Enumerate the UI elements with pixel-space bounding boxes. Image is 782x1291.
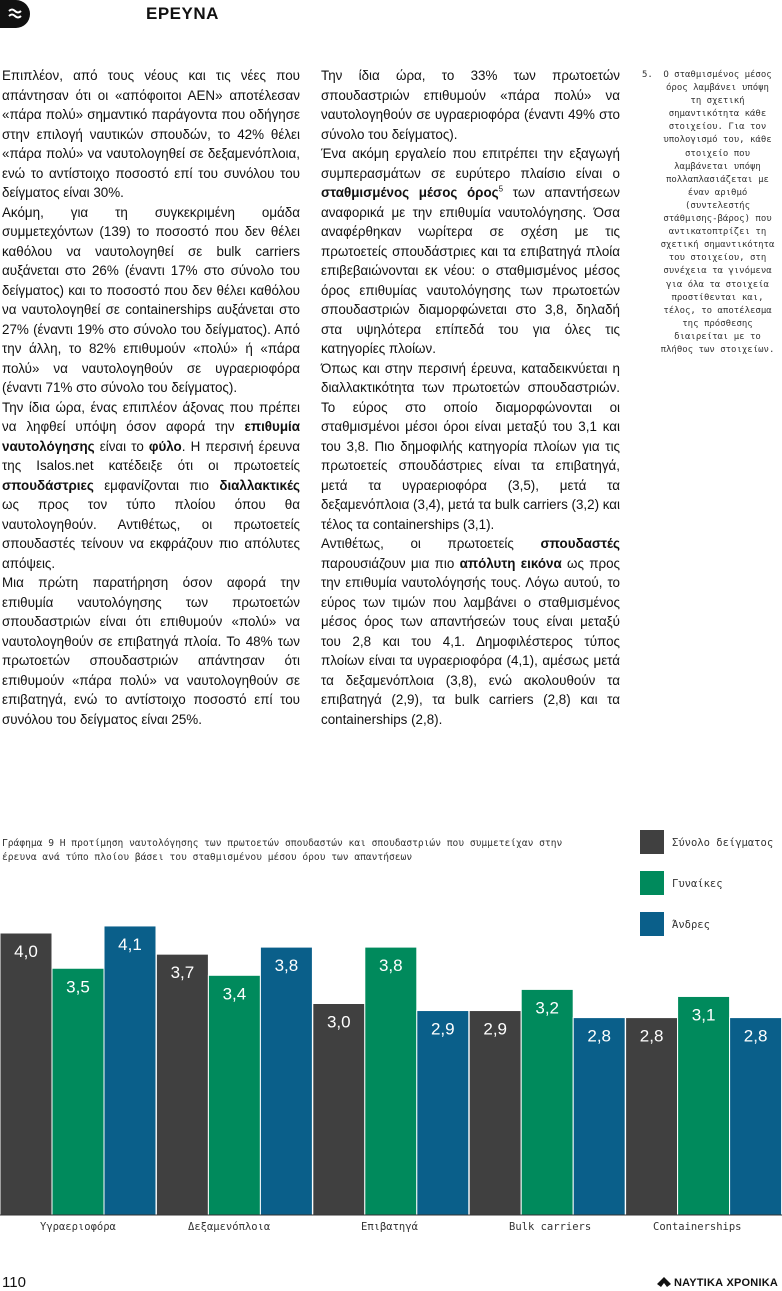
bar-value-label: 3,0 bbox=[326, 1012, 351, 1032]
bar bbox=[417, 1011, 469, 1215]
page-number: 110 bbox=[2, 1274, 26, 1291]
bar-value-label: 3,7 bbox=[170, 963, 195, 983]
bar bbox=[469, 1011, 521, 1215]
paragraph: Την ίδια ώρα, το 33% των πρωτοετών σπουδαστριών επιθυμούν «πάρα πολύ» να ναυτολογηθούν σε υγραεριοφόρα (έναντι 49% στο σύνολο του δείγματος). bbox=[321, 68, 620, 142]
bar-value-label: 2,8 bbox=[743, 1026, 768, 1046]
bar bbox=[521, 989, 573, 1215]
footnote-text: Ο σταθμισμένος μέσος όρος λαμβάνει υπόψη τη σχετική σημαντικότητα κάθε στοιχείου. Για τον υπολογισμό του, κάθε στοιχείο που λαμβάνεται υπόψη πολλαπλασιάζεται με έναν αριθμό (συντελεστής στάθμισης-βάρος) που αντικατοπτρίζει τη σχετική σημαντικότητα του στοιχείου, στη συνέχεια τα γινόμενα για όλα τα στοιχεία προστίθενται και, τέλος, το αποτέλεσμα της πρόσθεσης διαιρείται με το πλήθος των στοιχείων. bbox=[660, 70, 775, 355]
bar bbox=[52, 968, 104, 1215]
paragraph: Αντιθέτως, οι πρωτοετείς σπουδαστές παρουσιάζουν μια πιο απόλυτη εικόνα ως προς την επιθυμία ναυτολόγησής τους. Λόγω αυτού, το εύρος των τιμών που λαμβάνει ο σταθμισμένος μέσος όρος των απαντήσεών τους είναι μεταξύ του 2,8 και του 4,1. Δημοφιλέστερος τύπος πλοίων είναι τα υγραεριοφόρα (4,1), αμέσως μετά τα δεξαμενόπλοια (3,8), ενώ ακολουθούν τα επιβατηγά (2,9), τα bulk carriers (2,8) και τα containerships (2,8). bbox=[321, 536, 621, 727]
category-label: Υγραεριοφόρα bbox=[40, 1221, 116, 1233]
bar bbox=[208, 975, 260, 1215]
article-column-1 bbox=[2, 66, 300, 729]
footnote bbox=[642, 69, 777, 357]
bar-value-label: 3,2 bbox=[535, 998, 560, 1018]
legend-label: Άνδρες bbox=[672, 919, 710, 931]
bar-value-label: 3,1 bbox=[691, 1005, 716, 1025]
bar bbox=[626, 1018, 678, 1215]
bar-value-label: 4,0 bbox=[14, 942, 38, 961]
paragraph: Την ίδια ώρα, ένας επιπλέον άξονας που πρέπει να ληφθεί υπόψη όσον αφορά την επιθυμία ναυτολόγησης είναι το φύλο. Η περσινή έρευνα της Isalos.net κατέδειξε ότι οι πρωτοετείς σπουδάστριες εμφανίζονται πιο διαλλακτικές ως προς τον τύπο πλοίου όπου θα ναυτολογηθούν. Αντιθέτως, οι πρωτοετείς σπουδαστές τείνουν να εκφράζουν πιο απόλυτες απόψεις. bbox=[2, 399, 300, 571]
paragraph: Ακόμη, για τη συγκεκριμένη ομάδα συμμετεχόντων (139) το ποσοστό που δεν θέλει καθόλου να ναυτολογηθεί σε bulk carriers αυξάνεται στο 26% (έναντι 17% στο σύνολο του δείγματος) και το ποσοστό που δεν θέλει καθόλου να ναυτολογηθεί σε containerships αυξάνεται στο 27% (έναντι 19% στο σύνολο του δείγματος). Από την άλλη, το 82% επιθυμούν «πολύ» ή «πάρα πολύ» να ναυτολογηθούν σε υγραεριοφόρα (έναντι 71% στο σύνολο του δείγματος). bbox=[2, 204, 300, 395]
bar-value-label: 3,8 bbox=[274, 956, 299, 976]
bar bbox=[313, 1004, 365, 1216]
bar-chart bbox=[0, 900, 782, 1240]
wave-icon bbox=[8, 7, 22, 21]
legend-swatch bbox=[640, 830, 664, 854]
category-label: Bulk carriers bbox=[509, 1221, 592, 1233]
bar-value-label: 2,8 bbox=[587, 1026, 612, 1046]
footnote-ref[interactable]: 5 bbox=[498, 184, 504, 194]
category-label: Επιβατηγά bbox=[361, 1221, 418, 1233]
bar-value-label: 2,8 bbox=[639, 1026, 664, 1046]
bar-value-label: 3,8 bbox=[378, 956, 403, 976]
paragraph: Μια πρώτη παρατήρηση όσον αφορά την επιθυμία ναυτολόγησης των πρωτοετών σπουδαστριών είναι ότι επιθυμούν «πολύ» να ναυτολογηθούν σε επιβατηγά πλοία. Το 48% των πρωτοετών σπουδαστριών απάντησαν ότι επιθυμούν «πάρα πολύ» να ναυτολογηθούν σε επιβατηγά, ενώ το αντίστοιχο ποσοστό επί του συνόλου του δείγματος είναι 25%. bbox=[2, 575, 300, 727]
chart-title: Γράφημα 9 Η προτίμηση ναυτολόγησης των πρωτοετών σπουδαστών και σπουδαστριών που συμμετείχαν στην έρευνα ανά τύπο πλοίου βάσει του σταθμισμένου μέσου όρου των απαντήσεων bbox=[2, 838, 563, 863]
legend-item-total bbox=[640, 828, 782, 869]
bar bbox=[104, 926, 156, 1215]
bar bbox=[156, 954, 208, 1215]
category-label: Δεξαμενόπλοια bbox=[188, 1221, 271, 1233]
brand-logo bbox=[657, 1276, 778, 1289]
brand-name: ΝΑΥΤΙΚΑ ΧΡΟΝΙΚΑ bbox=[673, 1277, 778, 1289]
article-column-2 bbox=[321, 66, 620, 729]
bar-value-label: 4,1 bbox=[118, 934, 142, 954]
category-label: Containerships bbox=[653, 1221, 742, 1233]
paragraph: Επιπλέον, από τους νέους και τις νέες που απάντησαν ότι οι «απόφοιτοι ΑΕΝ» αποτέλεσαν «πάρα πολύ» σημαντικό παράγοντα που οδήγησε στην επιλογή ναυτικών σπουδών, το 42% θέλει «πάρα πολύ» να ναυτολογηθεί σε δεξαμενόπλοια, ενώ το αντίστοιχο ποσοστό επί του συνόλου του δείγματος είναι 30%. bbox=[2, 68, 300, 200]
legend-label: Γυναίκες bbox=[672, 878, 723, 890]
bar bbox=[573, 1018, 625, 1215]
bar bbox=[678, 996, 730, 1215]
brand-icon bbox=[657, 1276, 671, 1288]
paragraph: Όπως και στην περσινή έρευνα, καταδεικνύεται η διαλλακτικότητα των πρωτοετών σπουδαστριών. Το εύρος στο οποίο διαμορφώνονται οι σταθμισμένοι μέσοι όροι είναι μεταξύ του 3,1 και του 3,8. Πιο δημοφιλής κατηγορία πλοίων για τις πρωτοετείς σπουδάστριες είναι τα επιβατηγά, μετά τα υγραεριοφόρα (3,5), μετά τα δεξαμενόπλοια (3,4), μετά τα bulk carriers (3,2) και τέλος τα containerships (3,1). bbox=[321, 360, 620, 532]
bar-value-label: 3,5 bbox=[66, 977, 90, 997]
paragraph: Ένα ακόμη εργαλείο που επιτρέπει την εξαγωγή συμπερασμάτων σε ευρύτερο πλαίσιο είναι ο σταθμισμένος μέσος όρος$^5$ των απαντήσεων αναφορικά με την επιθυμία ναυτολόγησης. Όσα αναφέρθηκαν νωρίτερα σε σχέση με τις πρωτοετείς σπουδάστριες και τα επιβατηγά πλοία επιβεβαιώνονται εκ νέου: ο σταθμισμένος μέσος όρος επιθυμίας ναυτολόγησης των πρωτοετών σπουδαστριών διαμορφώνεται στο 3,8, δηλαδή στα υψηλότερα επίπεδά του για όλες τις κατηγορίες πλοίων. bbox=[321, 146, 620, 356]
legend-swatch bbox=[640, 871, 664, 895]
bar-value-label: 2,9 bbox=[483, 1019, 508, 1039]
bar bbox=[260, 947, 312, 1215]
section-title: ΕΡΕΥΝΑ bbox=[146, 4, 219, 23]
section-logo bbox=[0, 0, 30, 28]
bar-value-label: 3,4 bbox=[222, 984, 247, 1004]
bar-value-label: 2,9 bbox=[430, 1019, 455, 1039]
bar bbox=[0, 933, 52, 1215]
legend-label: Σύνολο δείγματος bbox=[672, 837, 774, 849]
bar bbox=[730, 1018, 782, 1215]
footnote-number: 5. bbox=[642, 70, 653, 80]
bar bbox=[365, 947, 417, 1215]
